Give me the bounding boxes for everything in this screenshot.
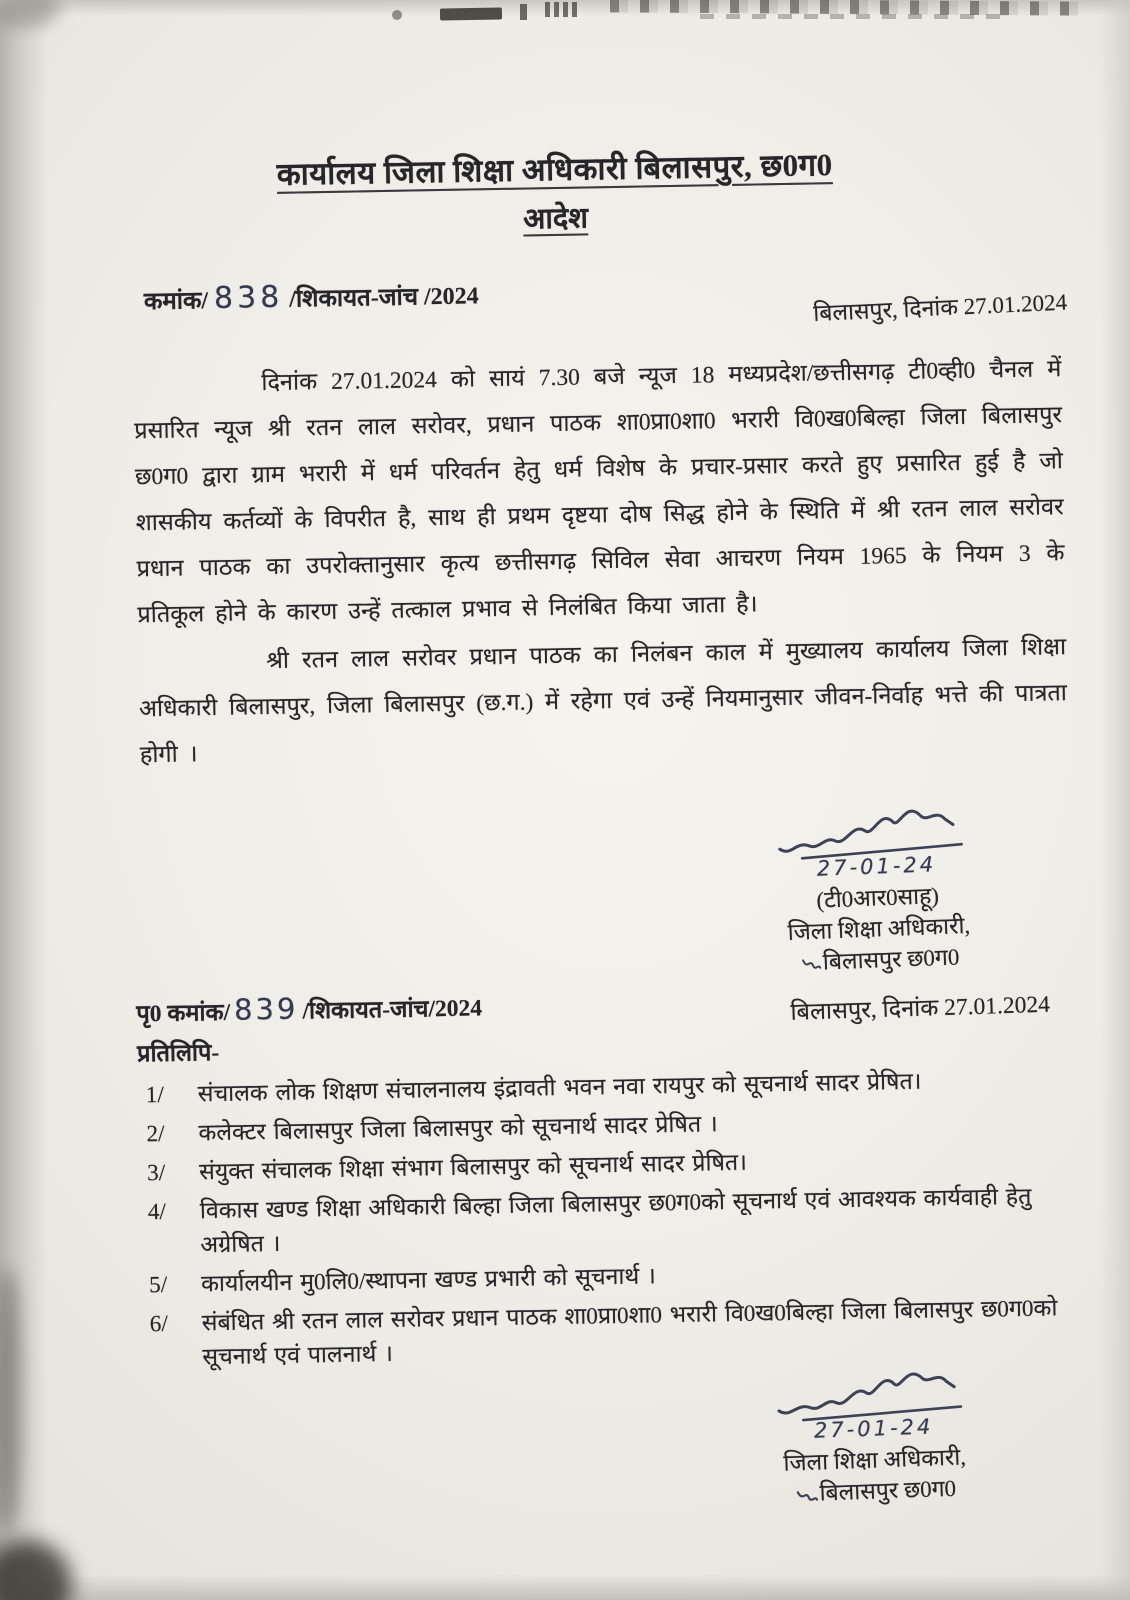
copy-list-item <box>148 1179 1069 1263</box>
copy-item-text: कलेक्टर बिलासपुर जिला बिलासपुर को सूचनार्थ सादर प्रेषित । <box>198 1111 718 1147</box>
place-date-line: बिलासपुर, दिनांक 27.01.2024 <box>789 991 1050 1026</box>
signatory-designation: जिला शिक्षा अधिकारी, <box>787 912 971 945</box>
copy-item-number: 4/ <box>147 1198 167 1226</box>
signature-date-handwritten: 27-01-24 <box>816 852 937 881</box>
signatory-place: बिलासपुर छ0ग0 <box>730 939 1031 981</box>
copy-item-text: संबंधित श्री रतन लाल सरोवर प्रधान पाठक शा0प्रा0शा0 भरारी वि0ख0बिल्हा जिला बिलासपुर छ0ग0को सूचनार्थ एवं पालनार्थ । <box>201 1295 1058 1371</box>
signatory-designation: जिला शिक्षा अधिकारी, <box>783 1444 967 1476</box>
copy-to-label: प्रतिलिपि- <box>136 1039 220 1068</box>
reference-prefix: कमांक/ <box>143 288 209 316</box>
endorsement-number-handwritten: 839 <box>233 991 299 1027</box>
order-paragraph-2: श्री रतन लाल सरोवर प्रधान पाठक का निलंबन काल में मुख्यालय कार्यालय जिला शिक्षा अधिकारी बिलासपुर, जिला बिलासपुर (छ.ग.) में रहेगा एवं उन्हें नियमानुसार जीवन-निर्वाह भत्ते की पात्रता होगी । <box>138 634 1068 769</box>
reference-suffix: /शिकायत-जांच /2024 <box>289 283 479 313</box>
copy-item-text: संयुक्त संचालक शिक्षा संभाग बिलासपुर को सूचनार्थ सादर प्रेषित। <box>198 1149 748 1186</box>
reference-row <box>144 266 1068 336</box>
copy-list <box>145 1062 1070 1375</box>
signatory-name: (टी0आर0साहू) <box>816 883 940 913</box>
copy-item-text: कार्यालयीन मु0लि0/स्थापना खण्ड प्रभारी को सूचनार्थ । <box>200 1263 657 1298</box>
office-title: कार्यालय जिला शिक्षा अधिकारी बिलासपुर, छ0ग0 <box>276 147 833 192</box>
ink-flourish-icon <box>795 1487 818 1506</box>
endorsement-prefix: पृ0 कमांक/ <box>136 999 231 1028</box>
reference-number-line <box>144 276 479 317</box>
place-date-line: बिलासपुर, दिनांक 27.01.2024 <box>812 289 1068 327</box>
signatory-place: बिलासपुर छ0ग0 <box>725 1470 1026 1511</box>
signature-block-top <box>724 790 1031 981</box>
copy-item-text: विकास खण्ड शिक्षा अधिकारी बिल्हा जिला बिलासपुर छ0ग0को सूचनार्थ एवं आवश्यक कार्यवाही हेतु अग्रेषित । <box>199 1183 1032 1259</box>
endorsement-number-line <box>136 988 482 1028</box>
copy-item-number: 1/ <box>145 1081 165 1109</box>
copy-item-number: 5/ <box>148 1271 168 1299</box>
reference-number-handwritten: 838 <box>213 279 284 316</box>
order-paragraph-1: दिनांक 27.01.2024 को सायं 7.30 बजे न्यूज 18 मध्यप्रदेश/छत्तीसगढ़ टी0व्ही0 चैनल में प्रसारित न्यूज श्री रतन लाल सरोवर, प्रधान पाठक शा0प्रा0शा0 भरारी वि0ख0बिल्हा जिला बिलासपुर छ0ग0 द्वारा ग्राम भरारी में धर्म परिवर्तन हेतु धर्म विशेष के प्रचार-प्रसार करते हुए प्रसारित हुई है जो शासकीय कर्तव्यों के विपरीत है, साथ ही प्रथम दृष्टया दोष सिद्ध होने के स्थिति में श्री रतन लाल सरोवर प्रधान पाठक का उपरोक्तानुसार कृत्य छत्तीसगढ़ सिविल सेवा आचरण नियम 1965 के नियम 3 के प्रतिकूल होने के कारण उन्हें तत्काल प्रभाव से निलंबित किया जाता है। <box>133 356 1065 629</box>
ink-flourish-icon <box>801 956 822 975</box>
signature-block-bottom <box>721 1356 1026 1511</box>
copy-item-number: 3/ <box>146 1159 166 1187</box>
endorsement-suffix: /शिकायत-जांच/2024 <box>302 995 483 1025</box>
signature-date-handwritten: 27-01-24 <box>813 1414 934 1443</box>
copy-item-number: 6/ <box>149 1310 169 1338</box>
order-heading: आदेश <box>522 202 589 236</box>
copy-item-text: संचालक लोक शिक्षण संचालनालय इंद्रावती भवन नवा रायपुर को सूचनार्थ सादर प्रेषित। <box>197 1068 922 1108</box>
copy-item-number: 2/ <box>146 1120 165 1148</box>
